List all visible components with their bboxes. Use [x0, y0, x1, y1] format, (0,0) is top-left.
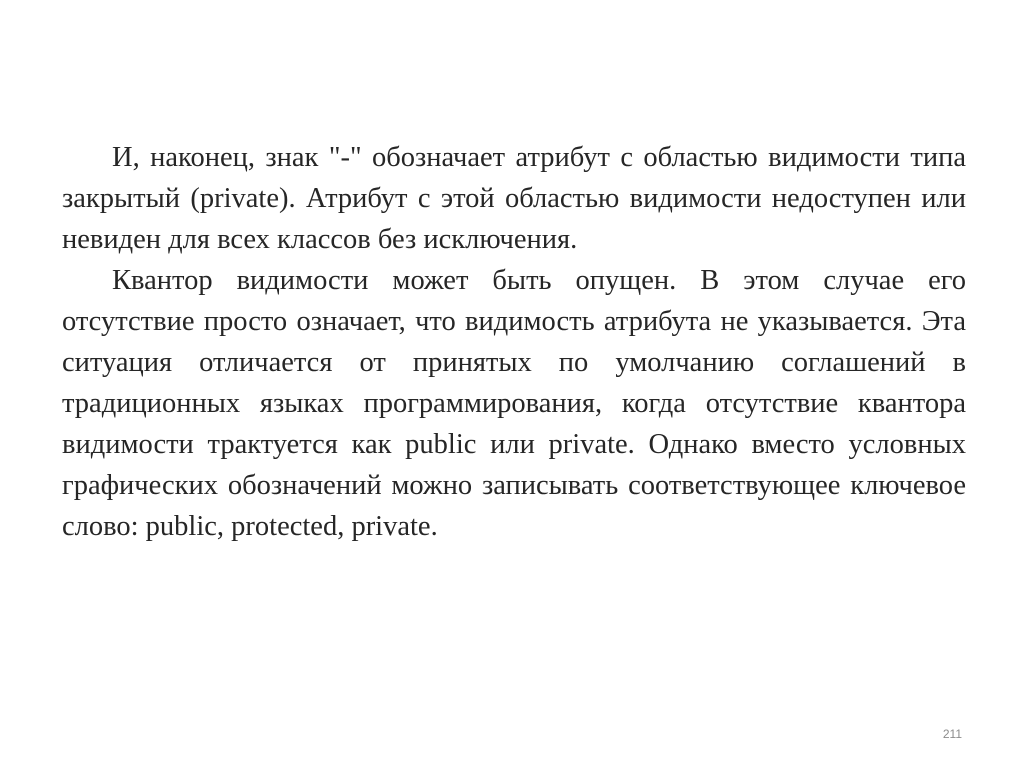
slide-body-text	[62, 137, 966, 547]
page-number: 211	[942, 727, 962, 741]
paragraph-private-visibility: И, наконец, знак "-" обозначает атрибут с областью видимости типа закрытый (private). Атрибут с этой областью видимости недоступен или невиден для всех классов без исключения.	[62, 142, 966, 255]
paragraph-visibility-quantifier: Квантор видимости может быть опущен. В этом случае его отсутствие просто означает, что видимость атрибута не указывается. Эта ситуация отличается от принятых по умолчанию соглашений в традиционных языках программирования, когда отсутствие квантора видимости трактуется как public или private. Однако вместо условных графических обозначений можно записывать соответствующее ключевое слово: public, protected, private.	[62, 265, 966, 542]
